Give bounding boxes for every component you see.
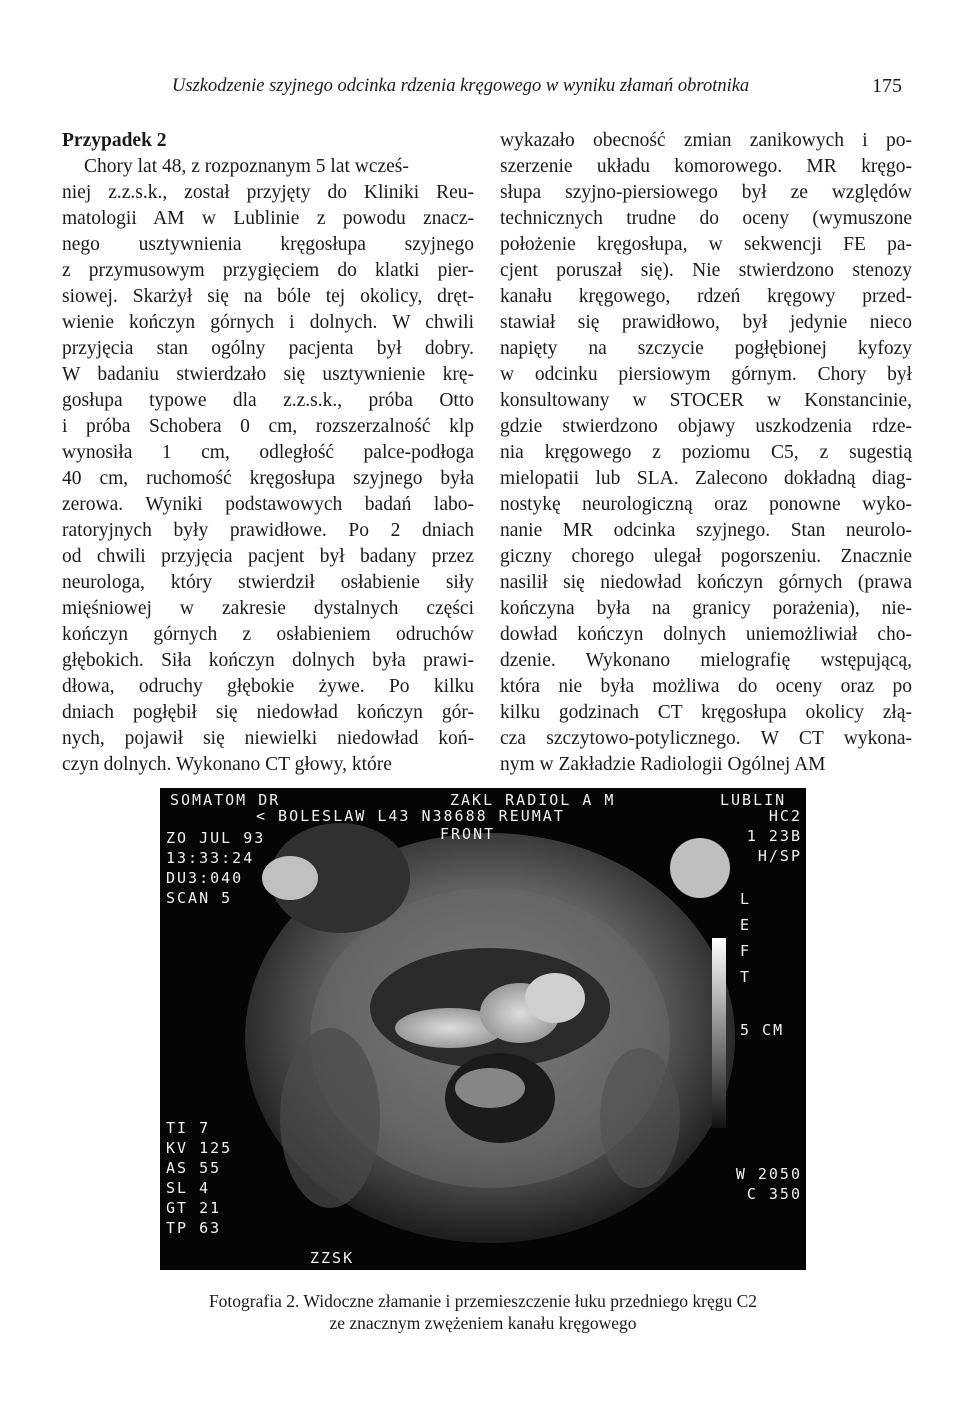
text-line: matologii AM w Lublinie z powodu znacz- — [62, 208, 474, 229]
scan-parameter: GT 21 — [166, 1199, 222, 1217]
text-line: czyn dolnych. Wykonano CT głowy, które — [62, 754, 392, 775]
text-line: Chory lat 48, z rozpoznanym 5 lat wcześ- — [84, 156, 409, 177]
text-line: giczny chorego ulegał pogorszeniu. Znacznie — [500, 546, 912, 567]
right-column — [500, 128, 912, 778]
figure-caption — [160, 1290, 806, 1334]
text-line: cza szczytowo-potylicznego. W CT wykona- — [500, 728, 912, 749]
text-line: z przymusowym przygięciem do klatki pier- — [62, 260, 474, 281]
scan-label: ZZSK — [310, 1249, 355, 1267]
scan-left-info-item: DU3:040 — [166, 869, 244, 887]
text-line: mielopatii lub SLA. Zalecono dokładną diag- — [500, 468, 912, 489]
text-line: przyjęcia stan ogólny pacjenta był dobry. — [62, 338, 474, 359]
text-line: 40 cm, ruchomość kręgosłupa szyjnego była — [62, 468, 474, 489]
text-line: gdzie stwierdzono objawy uszkodzenia rdze- — [500, 416, 912, 437]
scan-left-info — [166, 828, 265, 908]
text-line: cjent poruszał się). Nie stwierdzono stenozy — [500, 260, 912, 281]
text-line: nia kręgowego z poziomu C5, z sugestią — [500, 442, 912, 463]
text-line: położenie kręgosłupa, w sekwencji FE pa- — [500, 234, 912, 255]
scan-laterality — [740, 886, 760, 990]
text-line: nasilił się niedowład kończyn górnych (prawa — [500, 572, 912, 593]
text-line: ratoryjnych były prawidłowe. Po 2 dniach — [62, 520, 474, 541]
scan-patient: < BOLESLAW L43 N38688 REUMAT — [256, 807, 565, 825]
text-line: konsultowany w STOCER w Konstancinie, — [500, 390, 912, 411]
scanner-institution: ZAKL RADIOL A M — [450, 791, 616, 809]
scan-laterality-letter: E — [740, 916, 752, 934]
text-line: napięty na szczycie pogłębionej kyfozy — [500, 338, 912, 359]
scan-parameter: AS 55 — [166, 1159, 222, 1177]
text-line: nym w Zakładzie Radiologii Ogólnej AM — [500, 754, 826, 775]
scan-right-info-item: HC2 — [768, 807, 802, 825]
scan-parameter: TI 7 — [166, 1119, 211, 1137]
text-line: mięśniowej w zakresie dystalnych części — [62, 598, 474, 619]
text-line: technicznych trudne do oceny (wymuszone — [500, 208, 912, 229]
text-line: wynosiła 1 cm, odległość palce-podłoga — [62, 442, 474, 463]
text-line: nostykę neurologiczną oraz ponowne wyko- — [500, 494, 912, 515]
text-line: nych, pojawił się niewielki niedowład koń- — [62, 728, 474, 749]
scan-parameter: TP 63 — [166, 1219, 222, 1237]
text-line: zerowa. Wyniki podstawowych badań labo- — [62, 494, 474, 515]
case-heading: Przypadek 2 — [62, 130, 167, 151]
text-line: neurologa, który stwierdził osłabienie siły — [62, 572, 474, 593]
scanner-system: SOMATOM DR — [170, 791, 281, 809]
scan-scale: 5 CM — [740, 1021, 785, 1039]
scan-view: FRONT — [440, 825, 496, 843]
caption-line: Fotografia 2. Widoczne złamanie i przemieszczenie łuku przedniego kręgu C2 — [208, 1291, 758, 1311]
caption-line: ze znacznym zwężeniem kanału kręgowego — [329, 1313, 637, 1333]
text-line: nego usztywnienia kręgosłupa szyjnego — [62, 234, 474, 255]
scan-window-item: C 350 — [746, 1185, 802, 1203]
running-title: Uszkodzenie szyjnego odcinka rdzenia kręgowego w wyniku złamań obrotnika — [172, 76, 750, 96]
text-line: kilku godzinach CT kręgosłupa okolicy złą- — [500, 702, 912, 723]
page-number: 175 — [872, 75, 902, 97]
scan-laterality-letter: T — [740, 968, 752, 986]
text-line: kanału kręgowego, rdzeń kręgowy przed- — [500, 286, 912, 307]
scan-laterality-letter: L — [740, 890, 752, 908]
text-line: wykazało obecność zmian zanikowych i po- — [500, 130, 912, 151]
scan-parameter: SL 4 — [166, 1179, 211, 1197]
text-line: i próba Schobera 0 cm, rozszerzalność klp — [62, 416, 474, 437]
scan-left-info-item: ZO JUL 93 — [166, 829, 266, 847]
left-column-text — [62, 154, 474, 778]
text-line: dzenie. Wykonano mielografię wstępującą, — [500, 650, 912, 671]
right-column-text — [500, 128, 912, 778]
scan-laterality-letter: F — [740, 942, 752, 960]
text-line: dniach pogłębił się niedowład kończyn gór- — [62, 702, 474, 723]
scan-window-item: W 2050 — [735, 1165, 802, 1183]
text-line: stawiał się prawidłowo, był jedynie nieco — [500, 312, 912, 333]
text-line: dowład kończyn dolnych uniemożliwiał cho- — [500, 624, 912, 645]
text-line: gosłupa typowe dla z.z.s.k., próba Otto — [62, 390, 474, 411]
scanner-city: LUBLIN — [720, 791, 787, 809]
scan-right-info — [732, 806, 802, 866]
scan-right-info-item: H/SP — [757, 847, 802, 865]
scan-left-info-item: SCAN 5 — [166, 889, 233, 907]
scan-window — [732, 1164, 802, 1204]
scan-parameter: KV 125 — [166, 1139, 233, 1157]
text-line: siowej. Skarżył się na bóle tej okolicy, dręt- — [62, 286, 474, 307]
text-line: dłowa, odruchy głębokie żywe. Po kilku — [62, 676, 474, 697]
text-line: W badaniu stwierdzało się usztywnienie krę- — [62, 364, 474, 385]
ct-scan-figure — [160, 788, 806, 1270]
text-line: szerzenie układu komorowego. MR kręgo- — [500, 156, 912, 177]
scan-parameters — [166, 1118, 232, 1238]
text-line: głębokich. Siła kończyn dolnych była prawi- — [62, 650, 474, 671]
text-line: wienie kończyn górnych i dolnych. W chwili — [62, 312, 474, 333]
text-line: kończyn górnych z osłabieniem odruchów — [62, 624, 474, 645]
text-line: niej z.z.s.k., został przyjęty do Kliniki Reu- — [62, 182, 474, 203]
text-line: słupa szyjno-piersiowego był ze względów — [500, 182, 912, 203]
text-line: która nie była możliwa do oceny oraz po — [500, 676, 912, 697]
text-line: nanie MR odcinka szyjnego. Stan neurolo- — [500, 520, 912, 541]
text-line: kończyna była na granicy porażenia), nie- — [500, 598, 912, 619]
text-line: w odcinku piersiowym górnym. Chory był — [500, 364, 912, 385]
left-column — [62, 128, 474, 778]
text-line: od chwili przyjęcia pacjent był badany przez — [62, 546, 474, 567]
scan-left-info-item: 13:33:24 — [166, 849, 255, 867]
scan-right-info-item: 1 23B — [746, 827, 802, 845]
